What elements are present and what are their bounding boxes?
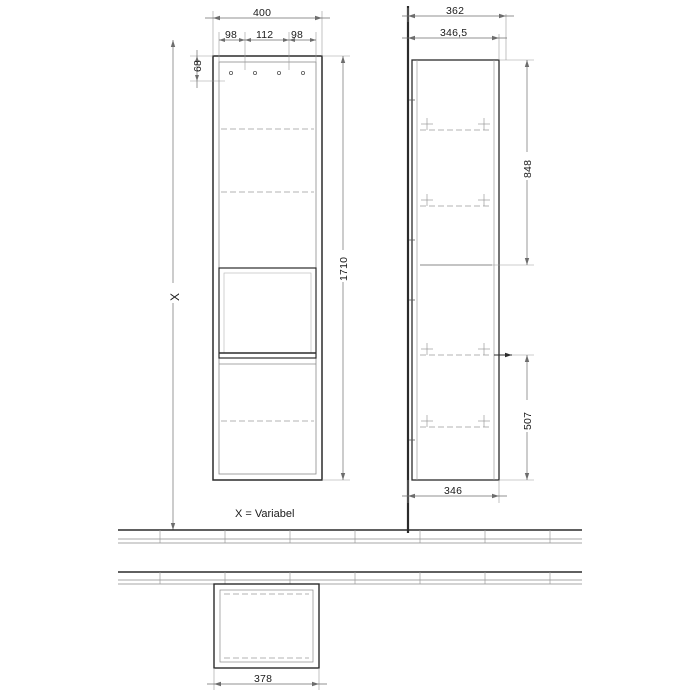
dim-arrow-x-top bbox=[171, 40, 175, 47]
dim-arrow-sub-6 bbox=[310, 38, 316, 42]
dim-label-upper-section: 848 bbox=[522, 159, 534, 178]
dim-label-side-bottom-depth: 346 bbox=[444, 485, 463, 497]
side-handle-arrow bbox=[505, 353, 512, 357]
dim-label-x: X bbox=[168, 292, 182, 301]
dim-arrow-507-top bbox=[525, 355, 529, 362]
dim-label-plan-width: 378 bbox=[254, 673, 273, 685]
dim-arrow-right bbox=[315, 16, 322, 20]
dim-arrow-sub-4 bbox=[283, 38, 289, 42]
dim-arrow-378-a bbox=[214, 682, 221, 686]
dim-arrow-507-bottom bbox=[525, 473, 529, 480]
dim-arrow-1710-top bbox=[341, 56, 345, 63]
floor-hatch-upper bbox=[160, 530, 550, 543]
dim-arrow-378-b bbox=[312, 682, 319, 686]
dim-label-front-height: 1710 bbox=[338, 256, 350, 281]
dim-label-front-width: 400 bbox=[253, 7, 272, 19]
dim-label-side-depth: 362 bbox=[446, 5, 465, 17]
side-view-body bbox=[412, 60, 499, 480]
floor-hatch-lower bbox=[160, 572, 550, 584]
dim-label-lower-section: 507 bbox=[522, 411, 534, 430]
plan-view-inner bbox=[220, 590, 313, 662]
dim-arrow-848-top bbox=[525, 60, 529, 67]
dim-arrow-1710-bottom bbox=[341, 473, 345, 480]
front-open-compartment-inner bbox=[224, 273, 311, 353]
dim-arrow-68-b bbox=[195, 75, 199, 81]
dim-arrow-3465-b bbox=[492, 36, 499, 40]
dim-label-front-top-offset: 68 bbox=[192, 59, 204, 72]
dim-label-side-body-depth: 346,5 bbox=[440, 27, 468, 39]
dim-arrow-sub-3 bbox=[245, 38, 251, 42]
dim-arrow-x-bottom bbox=[171, 523, 175, 530]
dim-label-front-width-c: 98 bbox=[291, 29, 304, 41]
dim-label-front-width-b: 112 bbox=[256, 29, 274, 41]
note-x-variabel: X = Variabel bbox=[235, 508, 295, 520]
dim-arrow-362-b bbox=[499, 14, 506, 18]
dim-arrow-left bbox=[213, 16, 220, 20]
dim-arrow-346-b bbox=[492, 494, 499, 498]
dim-arrow-848-bottom bbox=[525, 258, 529, 265]
dim-arrow-sub-2 bbox=[239, 38, 245, 42]
dim-label-front-width-a: 98 bbox=[225, 29, 238, 41]
